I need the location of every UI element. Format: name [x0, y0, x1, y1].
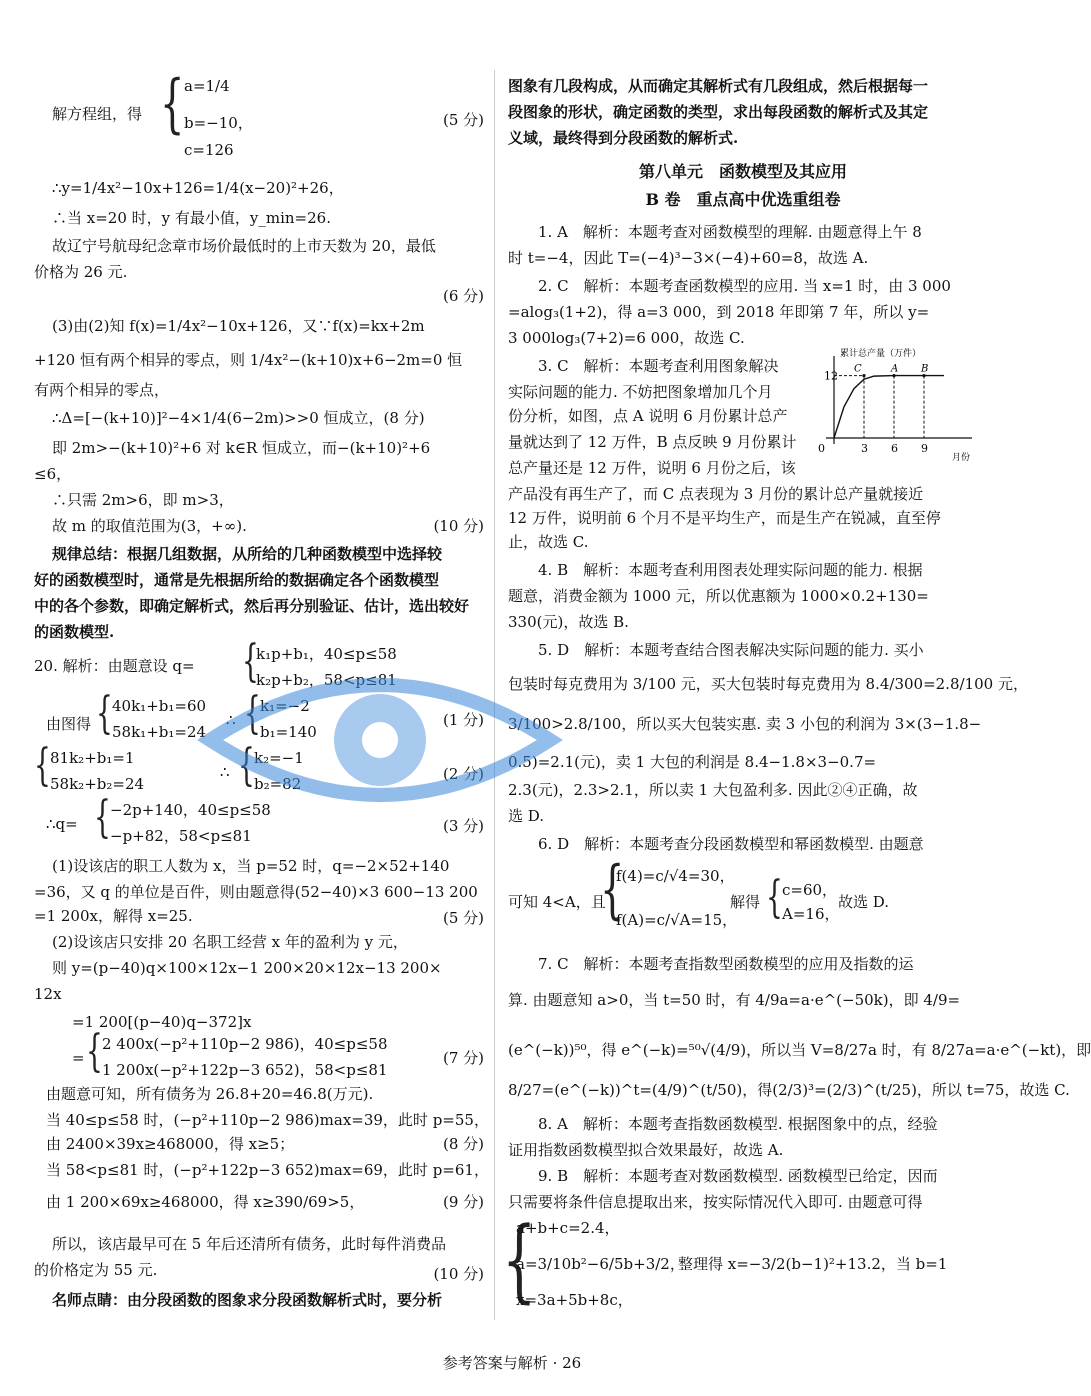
- brace: {: [600, 853, 625, 927]
- text-line: 整理得 x=−3/2(b−1)²+13.2，当 b=1: [678, 1255, 948, 1273]
- series-line: [834, 376, 944, 438]
- text-line: (3)由(2)知 f(x)=1/4x²−10x+126，又∵f(x)=kx+2m: [52, 317, 425, 335]
- text-line: ∴q=: [46, 815, 78, 833]
- brace: {: [34, 740, 51, 791]
- brace: {: [86, 1026, 103, 1077]
- tip-line: 的函数模型.: [34, 623, 115, 641]
- text-line: 只需要将条件信息提取出来，按实际情况代入即可. 由题意可得: [508, 1193, 923, 1211]
- text-line: 产品没有再生产了，而 C 点表现为 3 月份的累计总产量就接近: [508, 485, 924, 503]
- text-line: 20. 解析：由题意设 q=: [34, 657, 195, 675]
- tip-line: 名师点睛：由分段函数的图象求分段函数解析式时，要分析: [52, 1291, 443, 1309]
- equation: b₁=140: [260, 723, 317, 741]
- x-tick-label: 0: [818, 442, 825, 455]
- equation: 81k₂+b₁=1: [50, 749, 135, 767]
- unit-title: 第八单元 函数模型及其应用: [638, 162, 847, 181]
- equation: 58k₂+b₂=24: [50, 775, 145, 793]
- text-line: 的价格定为 55 元.: [34, 1261, 158, 1279]
- brace: {: [244, 688, 261, 739]
- data-point: [862, 374, 865, 377]
- score: (1 分): [442, 711, 484, 729]
- text-line: +120 恒有两个相异的零点，则 1/4x²−(k+10)x+6−2m=0 恒: [34, 351, 463, 369]
- score: (9 分): [442, 1193, 484, 1211]
- text-line: 时 t=−4，因此 T=(−4)³−3×(−4)+60=8，故选 A.: [508, 249, 869, 267]
- equation: k₂p+b₂，58<p≤81: [256, 671, 397, 689]
- tip-line: 义域，最终得到分段函数的解析式.: [508, 129, 739, 147]
- brace: {: [502, 1208, 537, 1313]
- text-line: (e^(−k))⁵⁰，得 e^(−k)=⁵⁰√(4/9)，所以当 V=8/27a 时，有 8/27a=a·e^(−kt)，即: [508, 1041, 1091, 1059]
- text-line: =1 200x，解得 x=25.: [34, 907, 193, 925]
- text-line: (2)设该店只安排 20 名职工经营 x 年的盈利为 y 元，: [52, 933, 408, 951]
- text-line: 题意，消费金额为 1000 元，所以优惠额为 1000×0.2+130=: [508, 587, 929, 605]
- paper-title: B 卷 重点高中优选重组卷: [645, 190, 841, 209]
- therefore-sign: ∴: [220, 763, 230, 781]
- x-tick-label: 3: [861, 442, 868, 455]
- text-line: 4. B 解析：本题考查利用图表处理实际问题的能力. 根据: [538, 561, 923, 579]
- equation: 40k₁+b₁=60: [112, 697, 207, 715]
- score: (8 分): [442, 1135, 484, 1153]
- equation: c=126: [184, 141, 234, 159]
- text-line: 由 2400×39x≥468000，得 x≥5；: [46, 1135, 295, 1153]
- text-line: 由图得: [46, 715, 92, 733]
- tip-line: 图象有几段构成，从而确定其解析式有几段组成，然后根据每一: [508, 77, 929, 95]
- brace: {: [766, 872, 783, 923]
- text-line: =1 200[(p−40)q−372]x: [72, 1013, 252, 1031]
- text-line: 8. A 解析：本题考查指数函数模型. 根据图象中的点，经验: [538, 1115, 938, 1133]
- text-line: 7. C 解析：本题考查指数型函数模型的应用及指数的运: [538, 955, 914, 973]
- text-line: 解得: [730, 893, 761, 911]
- text-line: =alog₃(1+2)，得 a=3 000，到 2018 年即第 7 年，所以 y=: [508, 303, 930, 321]
- x-tick-label: 6: [891, 442, 898, 455]
- equation: a=3/10b²−6/5b+3/2，: [516, 1255, 685, 1273]
- score: (10 分): [433, 1265, 484, 1283]
- equation: a=1/4: [184, 77, 230, 95]
- brace: {: [160, 67, 185, 141]
- equation: −p+82，58<p≤81: [110, 827, 252, 845]
- watermark-logo: [200, 650, 560, 830]
- production-chart: [812, 346, 978, 464]
- y-tick-label: 12: [824, 369, 838, 383]
- text-line: 1. A 解析：本题考查对函数模型的理解. 由题意得上午 8: [538, 223, 922, 241]
- text-line: 由题意可知，所有债务为 26.8+20=46.8(万元).: [46, 1085, 374, 1103]
- brace: {: [96, 688, 113, 739]
- text-line: ≤6，: [34, 465, 72, 483]
- tip-line: 段图象的形状，确定函数的类型，求出每段函数的解析式及其定: [508, 103, 929, 121]
- point-label: A: [891, 363, 899, 375]
- text-line: 有两个相异的零点，: [34, 381, 170, 399]
- point-label: B: [921, 363, 929, 375]
- y-axis-label: 累计总产量（万件）: [840, 349, 922, 359]
- text-line: 当 58<p≤81 时，(−p²+122p−3 652)max=69，此时 p=61，: [46, 1161, 489, 1179]
- text-line: (1)设该店的职工人数为 x，当 p=52 时，q=−2×52+140: [52, 857, 450, 875]
- score: (7 分): [442, 1049, 484, 1067]
- equation: f(4)=c/√4=30，: [616, 867, 735, 885]
- equation: A=16，: [782, 905, 840, 923]
- text-line: 故辽宁号航母纪念章市场价最低时的上市天数为 20，最低: [52, 237, 436, 255]
- equation: k₁p+b₁，40≤p≤58: [256, 645, 397, 663]
- equation: f(A)=c/√A=15，: [616, 911, 738, 929]
- equation: 2 400x(−p²+110p−2 986)，40≤p≤58: [102, 1035, 388, 1053]
- text-line: 6. D 解析：本题考查分段函数模型和幂函数模型. 由题意: [538, 835, 924, 853]
- score: (10 分): [433, 517, 484, 535]
- text-line: 330(元)，故选 B.: [508, 613, 629, 631]
- text-line: ∴Δ=[−(k+10)]²−4×1/4(6−2m)>>0 恒成立，(8 分): [52, 409, 425, 427]
- text-line: 实际问题的能力. 不妨把图象增加几个月: [508, 383, 773, 401]
- text-line: 3/100>2.8/100，所以买大包装实惠. 卖 3 小包的利润为 3×(3−1.8−: [508, 715, 982, 733]
- text-line: 0.5)=2.1(元)，卖 1 大包的利润是 8.4−1.8×3−0.7=: [508, 753, 877, 771]
- text-line: 价格为 26 元.: [34, 263, 128, 281]
- text-line: 8/27=(e^(−k))^t=(4/9)^(t/50)，得(2/3)³=(2/3)^(t/25)，所以 t=75，故选 C.: [508, 1081, 1070, 1099]
- equation: −2p+140，40≤p≤58: [110, 801, 271, 819]
- brace: {: [238, 740, 255, 791]
- text-line: 故选 D.: [838, 893, 890, 911]
- score: (2 分): [442, 765, 484, 783]
- text-line: 可知 4<A，且: [508, 893, 606, 911]
- equation: x=3a+5b+8c，: [516, 1291, 633, 1309]
- text-line: 选 D.: [508, 807, 545, 825]
- equation: a+b+c=2.4，: [516, 1219, 620, 1237]
- tip-line: 规律总结：根据几组数据，从所给的几种函数模型中选择较: [52, 545, 443, 563]
- text-line: 则 y=(p−40)q×100×12x−1 200×20×12x−13 200×: [52, 959, 442, 977]
- text-line: 3. C 解析：本题考查利用图象解决: [538, 357, 779, 375]
- text-line: 证用指数函数模型拟合效果最好，故选 A.: [508, 1141, 784, 1159]
- text-line: 当 40≤p≤58 时，(−p²+110p−2 986)max=39，此时 p=55，: [46, 1111, 489, 1129]
- equation: 58k₁+b₁=24: [112, 723, 207, 741]
- equals-sign: =: [72, 1049, 85, 1067]
- text-line: 12x: [34, 985, 62, 1003]
- text-line: 由 1 200×69x≥468000，得 x≥390/69>5，: [46, 1193, 365, 1211]
- text-line: 2. C 解析：本题考查函数模型的应用. 当 x=1 时，由 3 000: [538, 277, 951, 295]
- equation: b₂=82: [254, 775, 302, 793]
- text-line: =36，又 q 的单位是百件，则由题意得(52−40)×3 600−13 200: [34, 883, 478, 901]
- tip-line: 中的各个参数，即确定解析式，然后再分别验证、估计，选出较好: [34, 597, 470, 615]
- text-line: 解方程组，得: [52, 105, 143, 123]
- point-label: C: [854, 363, 862, 375]
- equation: k₂=−1: [254, 749, 304, 767]
- x-axis-label: 月份: [952, 453, 971, 463]
- score: (5 分): [442, 909, 484, 927]
- equation: b=−10，: [184, 114, 253, 132]
- x-tick-label: 9: [921, 442, 928, 455]
- brace: {: [242, 636, 259, 687]
- text-line: 9. B 解析：本题考查对数函数模型. 函数模型已给定，因而: [538, 1167, 938, 1185]
- text-line: ∴只需 2m>6，即 m>3，: [52, 491, 234, 509]
- text-line: 故 m 的取值范围为(3，+∞).: [52, 517, 247, 535]
- score: (6 分): [442, 287, 484, 305]
- equation: c=60，: [782, 881, 838, 899]
- text-line: 量就达到了 12 万件，B 点反映 9 月份累计: [508, 433, 797, 451]
- text-line: 份分析，如图，点 A 说明 6 月份累计总产: [508, 407, 788, 425]
- text-line: ∴当 x=20 时，y 有最小值，y_min=26.: [52, 209, 331, 227]
- text-line: 即 2m>−(k+10)²+6 对 k∈R 恒成立，而−(k+10)²+6: [52, 439, 431, 457]
- text-line: 包装时每克费用为 3/100 元，买大包装时每克费用为 8.4/300=2.8/100 元，: [508, 675, 1028, 693]
- text-line: 止，故选 C.: [508, 533, 589, 551]
- text-line: 12 万件，说明前 6 个月不是平均生产，而是生产在锐减，直至停: [508, 509, 941, 527]
- score: (5 分): [442, 111, 484, 129]
- therefore-sign: ∴: [226, 711, 236, 729]
- page-footer: 参考答案与解析 · 26: [442, 1354, 582, 1372]
- text-line: 所以，该店最早可在 5 年后还清所有债务，此时每件消费品: [52, 1235, 447, 1253]
- tip-line: 好的函数模型时，通常是先根据所给的数据确定各个函数模型: [34, 571, 440, 589]
- text-line: 5. D 解析：本题考查结合图表解决实际问题的能力. 买小: [538, 641, 924, 659]
- brace: {: [94, 792, 111, 843]
- text-line: ∴y=1/4x²−10x+126=1/4(x−20)²+26，: [52, 179, 344, 197]
- text-line: 总产量还是 12 万件，说明 6 月份之后，该: [508, 459, 796, 477]
- text-line: 2.3(元)，2.3>2.1，所以卖 1 大包盈利多. 因此②④正确，故: [508, 781, 918, 799]
- equation: k₁=−2: [260, 697, 310, 715]
- text-line: 算. 由题意知 a>0，当 t=50 时，有 4/9a=a·e^(−50k)，即 4/9=: [508, 991, 961, 1009]
- score: (3 分): [442, 817, 484, 835]
- equation: 1 200x(−p²+122p−3 652)，58<p≤81: [102, 1061, 388, 1079]
- text-line: 3 000log₃(7+2)=6 000，故选 C.: [508, 329, 745, 347]
